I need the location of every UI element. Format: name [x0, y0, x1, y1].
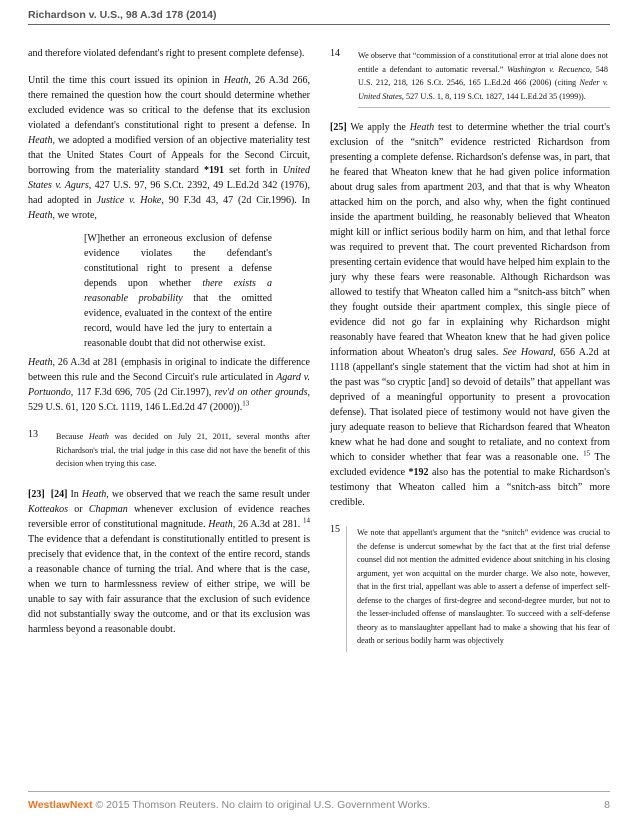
text-run: set forth in	[224, 165, 283, 176]
case-cite-justice-v-hoke[interactable]: Justice v. Hoke,	[96, 195, 164, 206]
footnote-text: We note that appellant's argument that the “snitch” evidence was crucial to the defense is undercut somewhat by the fact that at the first trial defense counsel did not mention the admitted evidence about snitching in his closing argument, yet won acquittal on the murder charge. We also note, however, that in the first trial, appellant was able to assert a defense of imperfect self-defense to the charges of first-degree and second-degree murder, but not to the lesser-included offense of manslaughter. To succeed with a self-defense theory as to manslaughter appellant had to make a showing that his fear of death or serious bodily harm was objectively	[346, 526, 610, 652]
star-page-192: *192	[408, 467, 429, 478]
text-run-italic: rev'd on other grounds,	[214, 387, 310, 398]
case-cite-heath[interactable]: Heath,	[28, 210, 55, 221]
paragraph-apply-heath-test	[330, 120, 610, 510]
case-cite-agurs[interactable]: United States v. Agurs,	[28, 165, 310, 191]
case-cite-heath[interactable]: Heath,	[28, 135, 55, 146]
paragraph-defense-cont: and therefore violated defendant's right to present complete defense).	[28, 48, 305, 59]
footnote-number: 15	[330, 524, 340, 535]
headnote-ref-23[interactable]: [23]	[28, 488, 45, 500]
text-run: We observe that “commission of a constitutional error at trial alone does not entitle a defendant to automatic reversal.”	[358, 51, 608, 74]
text-run: 527 U.S. 1, 8, 119 S.Ct. 1827, 144 L.Ed.2d 35 (1999)).	[403, 91, 586, 101]
headnote-ref-24[interactable]: [24]	[50, 488, 68, 500]
text-run: or	[68, 503, 89, 515]
text-run: 427 U.S. 97, 96 S.Ct. 2392, 49 L.Ed.2d 342 (1976), had adopted in	[28, 180, 310, 206]
footnote-number: 13	[28, 429, 38, 440]
footnote-15	[330, 522, 610, 652]
text-run: , 26 A.3d 266, there remained the question how the court should determine whether excluded evidence was so critical to the defense that its exclusion violated a defendant's constitutional right to present a defense. In	[28, 75, 311, 131]
page-footer	[28, 799, 610, 811]
text-run: 26 A.3d at 281.	[235, 518, 303, 530]
paragraph-heath-citation	[28, 355, 310, 415]
text-run: 656 A.2d at 1118 (appellant's single statement that the victim had shot at him in the past was “so cryptic [and] so devoid of details” that appellant was deprived of a meaningful opportunity to present a provocation defense). That isolated piece of testimony would not have given the jury adequate reason to believe that Richardson feared that Wheaton knew what he had done and sought to retaliate, and no context from which to consider whether that fear was a reasonable one.	[330, 347, 611, 463]
text-run: Because	[56, 432, 89, 441]
footer-notice-group	[28, 799, 430, 811]
text-run: we observed that we reach the same result under	[108, 488, 310, 500]
footnote-ref-13[interactable]: 13	[242, 399, 250, 408]
emphasis-reasonable-probability: there exists a reasonable probability	[84, 278, 272, 304]
paragraph-kotteakos-chapman	[28, 487, 310, 637]
text-run: 26 A.3d at 281 (emphasis in original to indicate the difference between this rule and the Second Circuit's rule articulated in	[28, 357, 310, 383]
case-cite-neder[interactable]: Neder v. United States,	[358, 78, 608, 101]
text-run: 90 F.3d 43, 47 (2d Cir.1996). In	[163, 195, 311, 206]
text-run: we wrote,	[54, 210, 97, 221]
footnote-text	[56, 430, 310, 475]
text-run: we adopted a modified version of an objective materiality test that the United States Court of Appeals for the Second Circuit, borrowing from the materiality standard	[28, 135, 310, 176]
case-cite-chapman[interactable]: Chapman	[88, 503, 128, 515]
case-cite-heath[interactable]: Heath,	[28, 357, 55, 368]
text-run: We apply the	[346, 122, 410, 133]
text-run: The evidence that a defendant is constitutionally entitled to present is precisely that evidence that, in the context of the entire record, stands a reasonable chance of turning the trial. And where that is the case, when we turn to harmlessness review of either stripe, we will be unable to say with fair assurance that the exclusion of such evidence did not substantially sway the outcome, and or that its exclusion was harmless beyond a reasonable doubt.	[28, 533, 310, 635]
case-cite-washington-v-recuenco[interactable]: Washington v. Recuenco,	[507, 64, 592, 74]
footnote-number: 14	[330, 48, 340, 59]
text-run: The excluded evidence	[330, 452, 611, 478]
text-run: 529 U.S. 61, 120 S.Ct. 1119, 146 L.Ed.2d 47 (2000)).	[28, 402, 243, 413]
text-run: [W]hether an erroneous exclusion of defense evidence violates the defendant's constitutional right to present a defense depends upon whether	[84, 233, 272, 289]
footnote-13	[28, 427, 310, 475]
block-quote-heath	[84, 231, 272, 351]
text-run: was decided on July 21, 2011, several months after Richardson's trial, the trial judge in this case did not have the benefit of this decision when trying this case.	[56, 432, 311, 468]
footnote-14	[330, 46, 610, 108]
page-number: 8	[604, 799, 610, 811]
text-run: 548 U.S. 212, 218, 126 S.Ct. 2546, 165 L.Ed.2d 466 (2006) (citing	[358, 64, 608, 87]
case-cite-heath[interactable]: Heath	[409, 122, 435, 133]
case-cite-heath[interactable]: Heath	[223, 75, 249, 86]
text-run: also has the potential to make Richardson's testimony that Wheaton called him a “snitch-ass bitch” more credible.	[330, 467, 610, 508]
paragraph-heath-question	[28, 73, 310, 223]
case-cite-agard[interactable]: Agard v. Portuondo,	[28, 372, 310, 398]
footnote-ref-15[interactable]: 15	[583, 449, 591, 458]
case-cite-heath[interactable]: Heath,	[208, 518, 236, 530]
case-cite-heath[interactable]: Heath	[88, 432, 109, 441]
text-run: 117 F.3d 696, 705 (2d Cir.1997),	[73, 387, 215, 398]
star-page-191: *191	[204, 165, 225, 176]
case-cite-kotteakos[interactable]: Kotteakos	[28, 503, 68, 515]
page-header-title: Richardson v. U.S., 98 A.3d 178 (2014)	[28, 9, 217, 21]
headnote-ref-25[interactable]: [25]	[330, 122, 347, 133]
text-run: whenever exclusion of evidence reaches reversible error of constitutional magnitude.	[28, 503, 310, 530]
text-run: Until the time this court issued its opinion in	[28, 75, 224, 86]
right-column	[330, 46, 610, 652]
copyright-notice: © 2015 Thomson Reuters. No claim to original U.S. Government Works.	[95, 799, 431, 811]
text-run: test to determine whether the trial court's exclusion of the “snitch” evidence restricted Richardson from presenting a complete defense. Richardson's defense was, in part, that he feared that Wheaton knew that he had given police information about drug sales from apartment 203, and that that is why Wheaton attacked him on the porch, and also why, when the fight continued inside the apartment building, he reasonably believed that Wheaton might kill or inflict serious bodily harm on him, and that lethal force was required to prevent that. The court prevented Richardson from presenting certain evidence that would have helped him explain to the jury why these fears were reasonable. Although Richardson was allowed to testify that Wheaton called him a “snitch-ass bitch” when they fought outside their apartment complex, this single piece of evidence did not go far in explaining why Richardson might reasonably have feared that Wheaton knew that he had given police information about Wheaton's drug sales.	[330, 122, 610, 358]
footnote-ref-14[interactable]: 14	[303, 516, 310, 525]
case-cite-heath[interactable]: Heath,	[81, 488, 109, 500]
case-cite-howard[interactable]: See Howard,	[502, 347, 556, 358]
header-divider	[28, 24, 610, 25]
footer-divider	[28, 791, 610, 792]
footnote-text	[358, 49, 610, 108]
text-run: In	[67, 488, 82, 500]
text-run: that the omitted evidence, evaluated in the context of the entire record, would have led the jury to entertain a reasonable doubt that did not otherwise exist.	[84, 293, 273, 349]
left-column	[28, 46, 310, 637]
westlaw-logo: WestlawNext	[28, 799, 93, 811]
